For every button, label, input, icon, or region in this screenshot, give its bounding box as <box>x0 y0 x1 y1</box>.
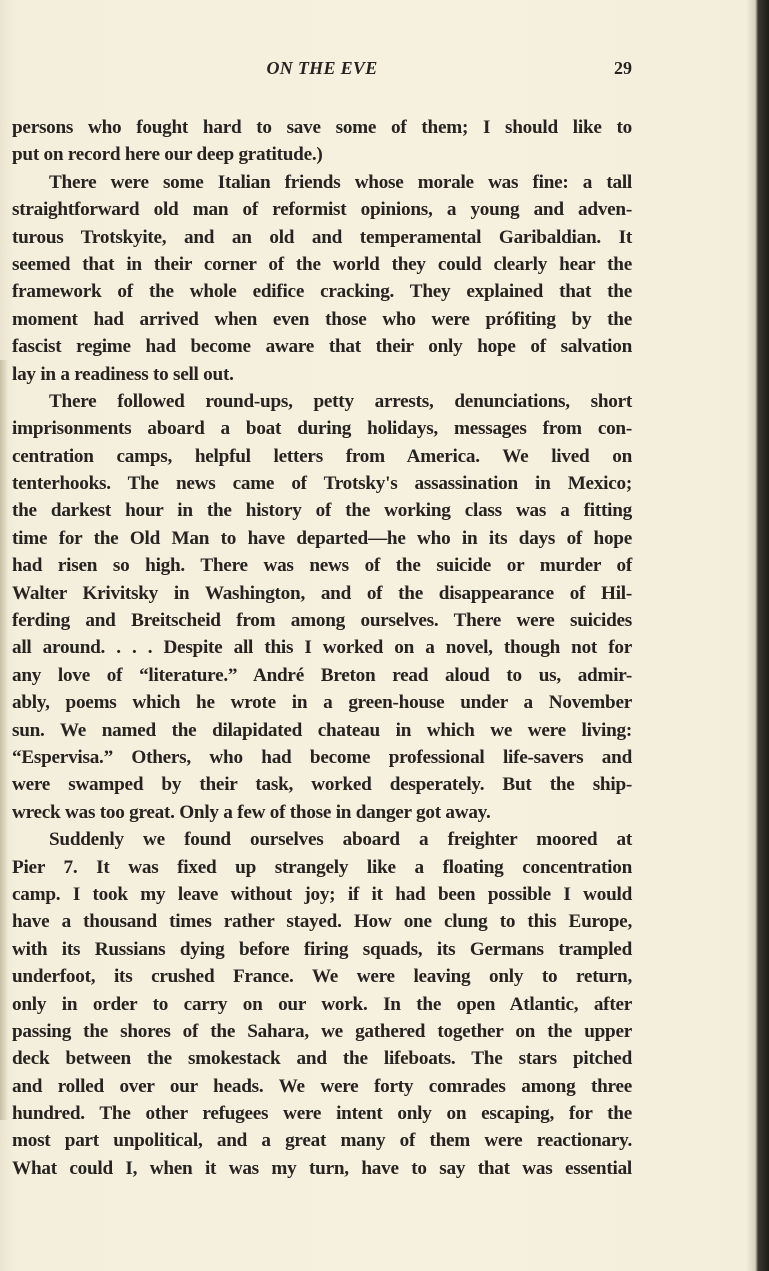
text-line: passing the shores of the Sahara, we gathered together on the upper <box>12 1020 632 1042</box>
text-line: and rolled over our heads. We were forty comrades among three <box>12 1075 632 1097</box>
text-line: the darkest hour in the history of the working class was a fitting <box>12 500 632 522</box>
text-line: ferding and Breitscheid from among ourselves. There were suicides <box>12 610 632 632</box>
text-line: straightforward old man of reformist opinions, a young and adven- <box>12 199 632 221</box>
text-line: all around. . . . Despite all this I worked on a novel, though not for <box>12 637 632 659</box>
text-line: seemed that in their corner of the world they could clearly hear the <box>12 253 632 275</box>
text-line: deck between the smokestack and the lifeboats. The stars pitched <box>12 1048 632 1070</box>
text-line: put on record here our deep gratitude.) <box>12 144 323 166</box>
text-line: moment had arrived when even those who were prófiting by the <box>12 308 632 330</box>
text-line: most part unpolitical, and a great many of them were reactionary. <box>12 1130 632 1152</box>
text-line: Suddenly we found ourselves aboard a freighter moored at <box>49 829 632 851</box>
text-line: Pier 7. It was fixed up strangely like a floating concentration <box>12 856 632 878</box>
paragraph <box>12 388 632 826</box>
text-line: were swamped by their task, worked desperately. But the ship- <box>12 774 632 796</box>
text-line: turous Trotskyite, and an old and temperamental Garibaldian. It <box>12 226 632 248</box>
text-line: centration camps, helpful letters from America. We lived on <box>12 445 632 467</box>
text-line: wreck was too great. Only a few of those in danger got away. <box>12 801 491 823</box>
text-line: with its Russians dying before firing squads, its Germans trampled <box>12 938 632 960</box>
text-line: only in order to carry on our work. In the open Atlantic, after <box>12 993 632 1015</box>
text-line: ably, poems which he wrote in a green-house under a November <box>12 692 632 714</box>
text-line: fascist regime had become aware that their only hope of salvation <box>12 336 632 358</box>
text-line: There followed round-ups, petty arrests, denunciations, short <box>49 390 632 412</box>
page-edge-shadow <box>0 360 8 1120</box>
text-line: sun. We named the dilapidated chateau in which we were living: <box>12 719 632 741</box>
text-line: hundred. The other refugees were intent only on escaping, for the <box>12 1103 632 1125</box>
text-line: time for the Old Man to have departed—he who in its days of hope <box>12 527 632 549</box>
text-line: imprisonments aboard a boat during holidays, messages from con- <box>12 418 632 440</box>
paragraph <box>12 114 632 169</box>
page-header <box>12 58 632 86</box>
running-head: ON THE EVE <box>266 58 378 78</box>
text-line: have a thousand times rather stayed. How one clung to this Europe, <box>12 911 632 933</box>
text-line: persons who fought hard to save some of them; I should like to <box>12 117 632 138</box>
text-line: “Espervisa.” Others, who had become professional life-savers and <box>12 746 632 768</box>
text-line: camp. I took my leave without joy; if it had been possible I would <box>12 883 632 905</box>
text-line: There were some Italian friends whose morale was fine: a tall <box>49 171 632 193</box>
text-line: framework of the whole edifice cracking. They explained that the <box>12 281 632 303</box>
paragraph <box>12 169 632 388</box>
text-line: had risen so high. There was news of the suicide or murder of <box>12 555 632 577</box>
page-number: 29 <box>614 58 632 78</box>
text-line: any love of “literature.” André Breton read aloud to us, admir- <box>12 664 632 686</box>
page-body <box>12 114 632 1182</box>
text-line: Walter Krivitsky in Washington, and of the disappearance of Hil- <box>12 582 632 604</box>
text-line: What could I, when it was my turn, have to say that was essential <box>12 1157 632 1179</box>
text-line: tenterhooks. The news came of Trotsky's assassination in Mexico; <box>12 473 632 495</box>
paragraph <box>12 826 632 1182</box>
text-line: lay in a readiness to sell out. <box>12 363 234 385</box>
text-line: underfoot, its crushed France. We were leaving only to return, <box>12 966 632 988</box>
